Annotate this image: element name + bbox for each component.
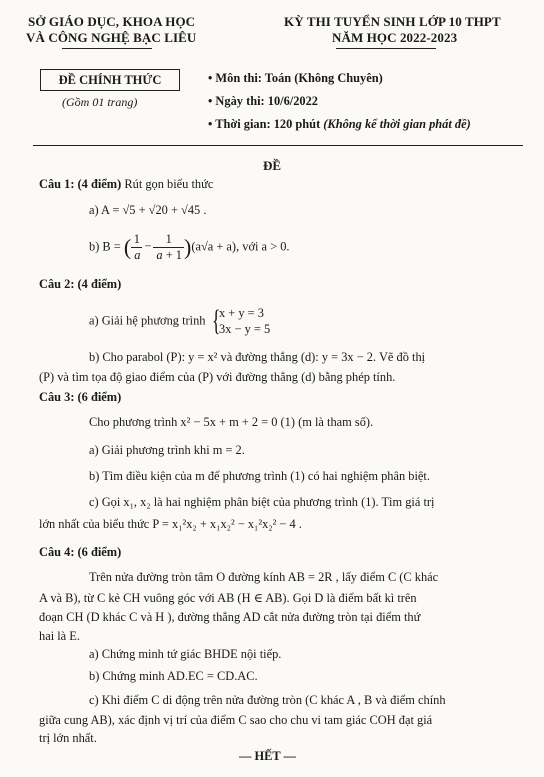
open-paren: (: [123, 234, 132, 260]
question-3c-line2: lớn nhất của biểu thức P = x₁²x₂ + x₁x₂² − x₁²x₂² − 4 .: [39, 517, 302, 531]
question-3a: a) Giải phương trình khi m = 2.: [89, 443, 245, 457]
question-1-heading: [39, 177, 213, 192]
question-1a: a) A = √5 + √20 + √45 .: [89, 203, 207, 217]
question-4a: a) Chứng minh tứ giác BHDE nội tiếp.: [89, 647, 282, 661]
equation-system: [219, 305, 270, 337]
department-name-line1: SỞ GIÁO DỤC, KHOA HỌC: [28, 14, 196, 29]
end-marker: — HẾT —: [239, 749, 296, 763]
pages-note: (Gồm 01 trang): [62, 95, 138, 109]
equation-2: 3x − y = 5: [219, 322, 271, 336]
question-3-label: Câu 3: (6 điểm): [39, 390, 122, 404]
exam-duration-note: (Không kể thời gian phát đề): [323, 117, 471, 131]
school-year: NĂM HỌC 2022-2023: [332, 30, 458, 45]
question-4-p2: A và B), từ C kẻ CH vuông góc với AB (H ∈ AB). Gọi D là điểm bất kì trên: [39, 591, 417, 605]
question-3c-line1: c) Gọi x₁, x₂ là hai nghiệm phân biệt của phương trình (1). Tìm giá trị: [89, 495, 435, 509]
question-4c-line1: c) Khi điểm C di động trên nửa đường tròn (C khác A , B và điểm chính: [89, 693, 446, 707]
question-1b-prefix: b) B =: [89, 239, 124, 254]
fraction-2: $\frac{1}{a + 1}$: [153, 232, 184, 263]
question-1-label: Câu 1: (4 điểm): [39, 177, 122, 191]
department-name-line2: VÀ CÔNG NGHỆ BẠC LIÊU: [26, 30, 197, 45]
question-1b: [89, 232, 290, 263]
header-divider: [33, 145, 523, 146]
exam-duration: [208, 117, 471, 132]
equation-1: x + y = 3: [219, 306, 264, 320]
section-title: ĐỀ: [263, 158, 282, 173]
exam-date: • Ngày thi: 10/6/2022: [208, 94, 319, 108]
question-3-intro: Cho phương trình x² − 5x + m + 2 = 0 (1) (m là tham số).: [89, 415, 374, 429]
question-4c-line2: giữa cung AB), xác định vị trí của điểm C sao cho chu vi tam giác COH đạt giá: [39, 713, 433, 727]
question-2b-line2: (P) và tìm tọa độ giao điểm của (P) với đường thẳng (d) bằng phép tính.: [39, 370, 396, 384]
exam-duration-label: • Thời gian: 120 phút: [208, 117, 324, 131]
close-paren: ): [184, 234, 192, 260]
exam-title: KỲ THI TUYỂN SINH LỚP 10 THPT: [284, 14, 501, 29]
question-2-label: Câu 2: (4 điểm): [39, 277, 122, 291]
question-4c-line3: trị lớn nhất.: [39, 731, 97, 745]
question-3b: b) Tìm điều kiện của m để phương trình (1) có hai nghiệm phân biệt.: [89, 469, 430, 483]
question-4-p4: hai là E.: [39, 629, 80, 643]
question-2a-text: a) Giải hệ phương trình: [89, 313, 206, 328]
minus-sign: −: [144, 239, 152, 254]
system-brace: {: [211, 304, 221, 337]
header-underline-right: [336, 48, 436, 49]
question-2b-line1: b) Cho parabol (P): y = x² và đường thẳng (d): y = 3x − 2. Vẽ đồ thị: [89, 350, 426, 364]
official-exam-box: ĐỀ CHÍNH THỨC: [40, 69, 180, 91]
question-4-label: Câu 4: (6 điểm): [39, 545, 122, 559]
exam-subject: • Môn thi: Toán (Không Chuyên): [208, 71, 383, 85]
header-underline-left: [62, 48, 152, 49]
question-2a: [89, 305, 270, 337]
question-1b-suffix: (a√a + a), với a > 0.: [191, 239, 290, 254]
question-4-p3: đoạn CH (D khác C và H ), đường thẳng AD cắt nửa đường tròn tại điểm thứ: [39, 610, 421, 624]
question-1-text: Rút gọn biểu thức: [121, 177, 214, 191]
question-4-p1: Trên nửa đường tròn tâm O đường kính AB = 2R , lấy điểm C (C khác: [89, 570, 439, 584]
fraction-1: $\frac{1}{a}$: [131, 232, 142, 263]
question-4b: b) Chứng minh AD.EC = CD.AC.: [89, 669, 258, 683]
